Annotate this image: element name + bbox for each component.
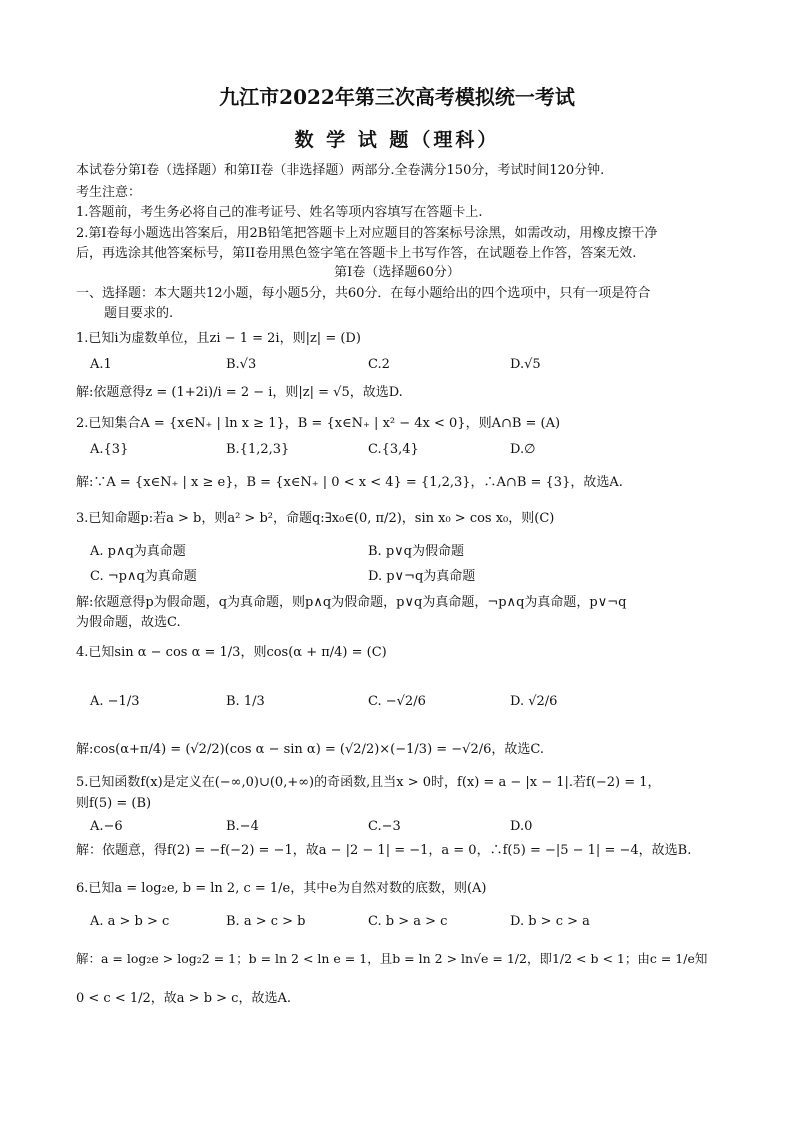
question-6-solution-b: 0 < c < 1/2，故a > b > c，故选A. bbox=[76, 991, 291, 1006]
option-d: D. p∨¬q为真命题 bbox=[368, 569, 476, 584]
option-b: B.√3 bbox=[226, 357, 257, 372]
question-4-solution: 解:cos(α+π/4) = (√2/2)(cos α − sin α) = (√2/2)×(−1/3) = −√2/6，故选C. bbox=[76, 742, 545, 757]
option-a: A.{3} bbox=[90, 442, 129, 457]
question-2-stem: 2.已知集合A = {x∈N₊ | ln x ≥ 1}，B = {x∈N₊ | x² − 4x < 0}，则A∩B = (A) bbox=[76, 416, 561, 431]
option-b: B.{1,2,3} bbox=[226, 442, 290, 457]
option-a: A.1 bbox=[90, 357, 112, 372]
intro-line: 本试卷分第I卷（选择题）和第II卷（非选择题）两部分.全卷满分150分，考试时间120分钟. bbox=[76, 163, 605, 178]
option-c: C.2 bbox=[368, 357, 390, 372]
option-c: C. ¬p∧q为真命题 bbox=[90, 569, 197, 584]
question-1-stem: 1.已知i为虚数单位，且zi − 1 = 2i，则|z| = (D) bbox=[76, 331, 361, 346]
option-a: A. −1/3 bbox=[90, 694, 140, 709]
question-6-solution-a: 解：a = log₂e > log₂2 = 1；b = ln 2 < ln e = 1，且b = ln 2 > ln√e = 1/2，即1/2 < b < 1；由c = 1/e知 bbox=[76, 951, 708, 966]
question-5-stem-b: 则f(5) = (B) bbox=[76, 796, 152, 811]
option-b: B.−4 bbox=[226, 819, 259, 834]
exam-subtitle: 数 学 试 题（理科） bbox=[294, 129, 500, 151]
option-c: C. −√2/6 bbox=[368, 694, 426, 709]
note-1: 1.答题前，考生务必将自己的准考证号、姓名等项内容填写在答题卡上. bbox=[76, 205, 483, 220]
option-c: C. b > a > c bbox=[368, 914, 448, 929]
part-instructions-b: 题目要求的. bbox=[104, 306, 174, 321]
question-3-solution-a: 解:依题意得p为假命题，q为真命题，则p∧q为假命题，p∨q为真命题，¬p∧q为真命题，p∨¬q bbox=[76, 595, 627, 610]
question-2-solution: 解:∵A = {x∈N₊ | x ≥ e}，B = {x∈N₊ | 0 < x < 4} = {1,2,3}，∴A∩B = {3}，故选A. bbox=[76, 475, 623, 490]
notice-title: 考生注意： bbox=[76, 185, 142, 200]
question-5-solution: 解：依题意，得f(2) = −f(−2) = −1，故a − |2 − 1| = −1，a = 0，∴f(5) = −|5 − 1| = −4，故选B. bbox=[76, 843, 692, 858]
option-a: A. p∧q为真命题 bbox=[90, 544, 186, 559]
note-2b: 后，再选涂其他答案标号，第II卷用黑色签字笔在答题卡上书写作答，在试题卷上作答，答案无效. bbox=[76, 246, 637, 261]
part-instructions-a: 一、选择题：本大题共12小题，每小题5分，共60分．在每小题给出的四个选项中，只有一项是符合 bbox=[76, 286, 651, 301]
option-b: B. 1/3 bbox=[226, 694, 265, 709]
option-c: C.−3 bbox=[368, 819, 401, 834]
section-heading: 第I卷（选择题60分） bbox=[334, 265, 460, 280]
option-d: D.√5 bbox=[510, 357, 541, 372]
option-d: D. b > c > a bbox=[510, 914, 590, 929]
option-b: B. a > c > b bbox=[226, 914, 306, 929]
option-d: D.∅ bbox=[510, 442, 536, 457]
question-1-solution: 解:依题意得z = (1+2i)/i = 2 − i，则|z| = √5，故选D. bbox=[76, 385, 403, 400]
exam-title: 九江市2022年第三次高考模拟统一考试 bbox=[219, 85, 575, 109]
question-6-stem: 6.已知a = log₂e, b = ln 2, c = 1/e，其中e为自然对数的底数，则(A) bbox=[76, 881, 487, 896]
question-4-stem: 4.已知sin α − cos α = 1/3，则cos(α + π/4) = (C) bbox=[76, 645, 387, 660]
option-a: A.−6 bbox=[90, 819, 123, 834]
option-d: D.0 bbox=[510, 819, 533, 834]
question-3-stem: 3.已知命题p:若a > b，则a² > b²，命题q:∃x₀∈(0, π/2)，sin x₀ > cos x₀，则(C) bbox=[76, 511, 555, 526]
option-b: B. p∨q为假命题 bbox=[368, 544, 464, 559]
question-5-stem-a: 5.已知函数f(x)是定义在(−∞,0)∪(0,+∞)的奇函数,且当x > 0时，f(x) = a − |x − 1|.若f(−2) = 1， bbox=[76, 775, 661, 790]
note-2a: 2.第I卷每小题选出答案后，用2B铅笔把答题卡上对应题目的答案标号涂黑，如需改动，用橡皮擦干净 bbox=[76, 226, 658, 241]
question-3-solution-b: 为假命题，故选C. bbox=[76, 615, 181, 630]
option-a: A. a > b > c bbox=[90, 914, 170, 929]
option-d: D. √2/6 bbox=[510, 694, 558, 709]
option-c: C.{3,4} bbox=[368, 442, 419, 457]
